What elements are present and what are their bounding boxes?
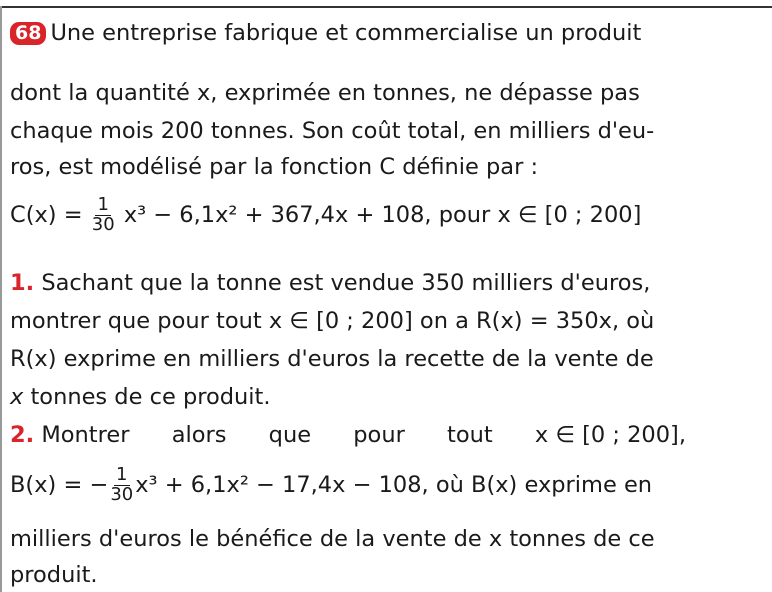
intro-line-2: dont la quantité x, exprimée en tonnes, ne dépasse pas [10,80,640,106]
profit-function-formula: B(x) = − $\frac{1}{30}$ x³ + 6,1x² − 17,4x − 108, où B(x) exprime en [10,464,653,505]
q2-line-3: milliers d'euros le bénéfice de la vente de x tonnes de ce [10,526,655,552]
q1-line-3: R(x) exprime en milliers d'euros la recette de la vente de [10,346,654,372]
q2-line-4: produit. [10,562,98,588]
intro-line-4: ros, est modélisé par la fonction C définie par : [10,154,539,180]
q1-line-1: 1. Sachant que la tonne est vendue 350 milliers d'euros, [10,270,651,296]
left-rule [0,6,2,592]
cost-function-formula: C(x) = $\frac{1}{30}$ x³ − 6,1x² + 367,4x + 108, pour x ∈ [0 ; 200] [10,194,642,235]
fraction: $\frac{1}{30}$ [110,464,134,505]
question-2-number: 2. [10,422,35,448]
intro-line-3: chaque mois 200 tonnes. Son coût total, en milliers d'eu- [10,118,655,144]
question-1-number: 1. [10,270,35,296]
fraction: $\frac{1}{30}$ [91,194,115,235]
exercise-number-badge: 68 [10,22,46,45]
q2-line-1: 2. Montrer alors que pour tout x ∈ [0 ; 200], [10,422,686,448]
q1-line-2: montrer que pour tout x ∈ [0 ; 200] on a R(x) = 350x, où [10,308,655,334]
intro-line-1: 68 Une entreprise fabrique et commercialise un produit [10,22,641,45]
top-rule [0,6,772,8]
q1-line-4: x tonnes de ce produit. [10,384,271,410]
